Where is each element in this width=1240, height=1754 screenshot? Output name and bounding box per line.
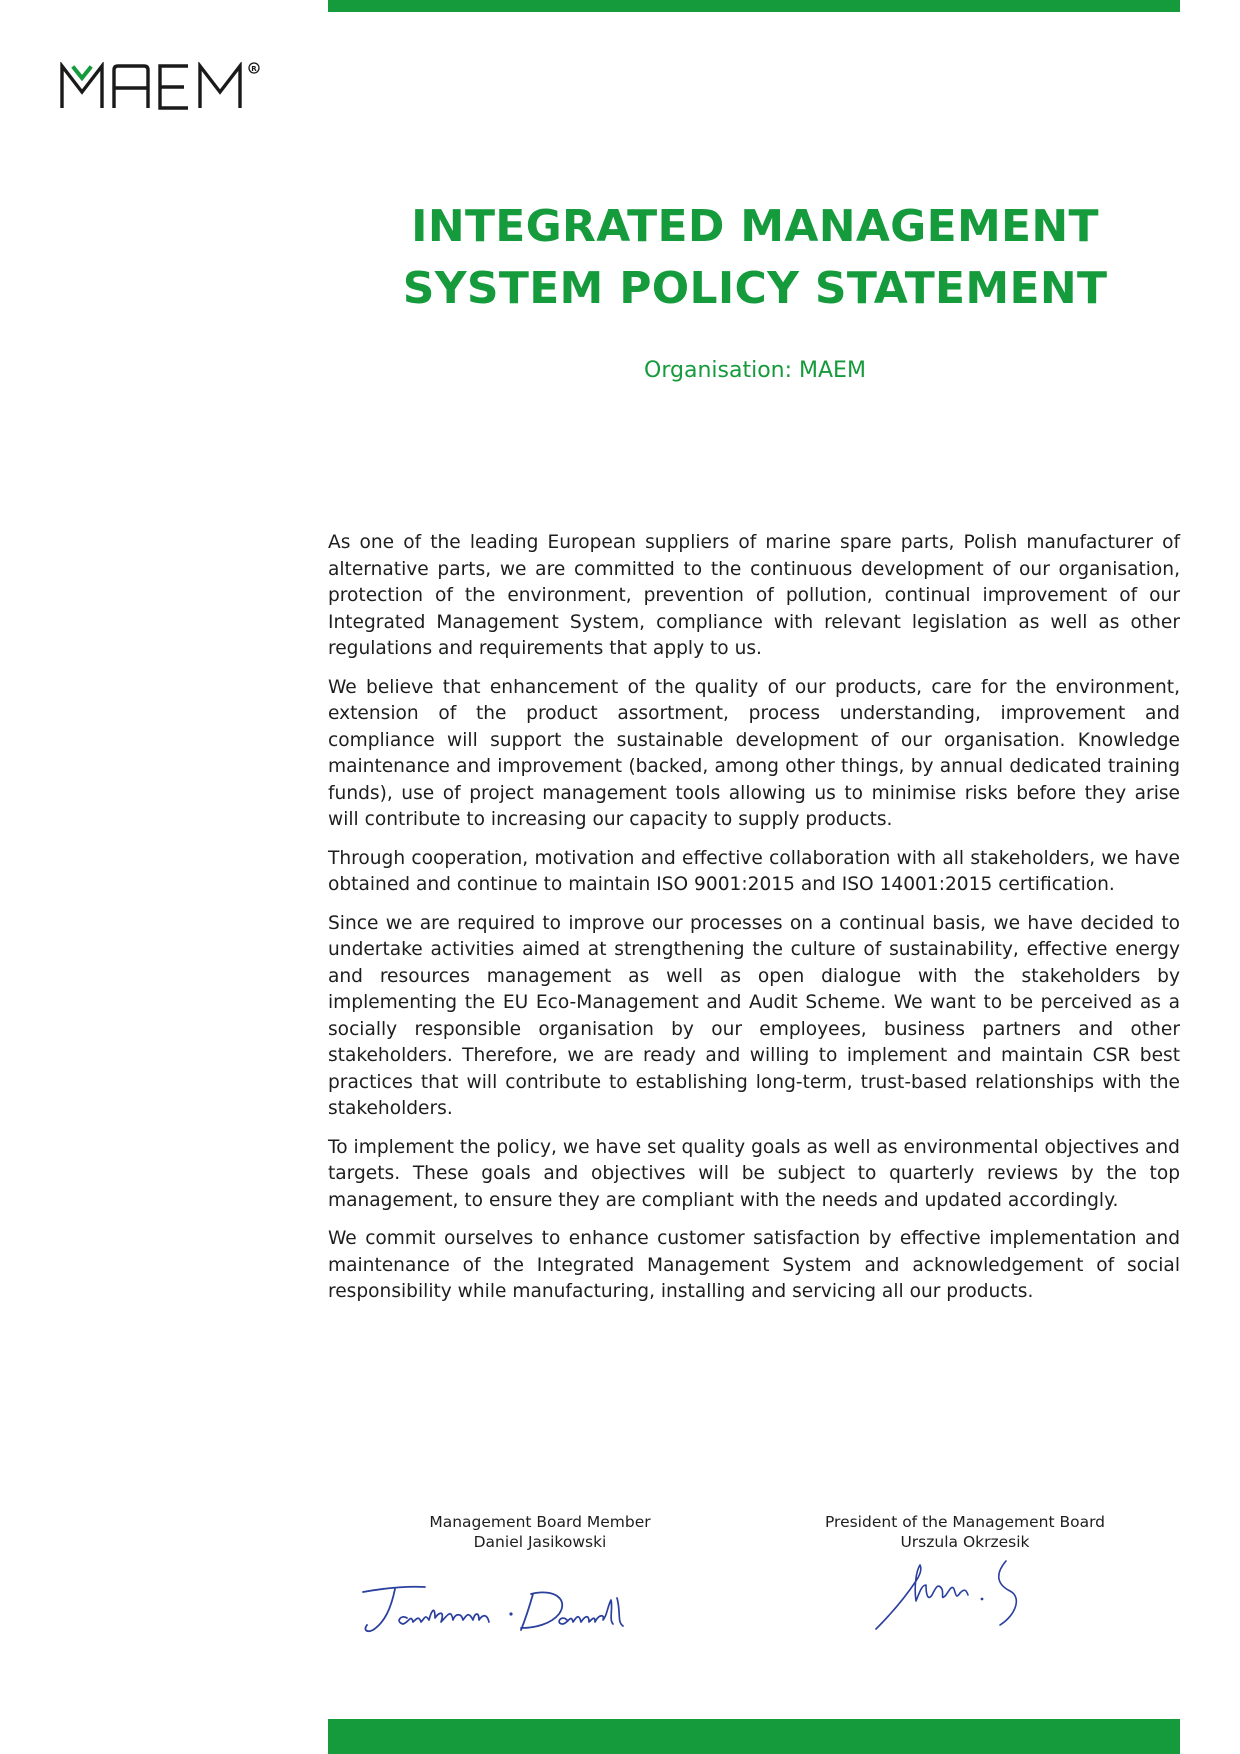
organisation-label: Organisation: MAEM [644,358,866,383]
policy-paragraph: We commit ourselves to enhance customer satisfaction by effective implementation and maintenance of the Integrated Management System and acknowledgement of social responsibility while manufacturing, installing and servicing all our products. [328,1228,1180,1302]
policy-paragraph: Through cooperation, motivation and effective collaboration with all stakeholders, we have obtained and continue to maintain ISO 9001:2015 and ISO 14001:2015 certification. [328,847,1180,895]
policy-body [328,530,1180,1318]
signer-management-board-member [380,1512,700,1552]
policy-paragraph: To implement the policy, we have set quality goals as well as environmental objectives and targets. These goals and objectives will be subject to quarterly reviews by the top management, to ensure they are compliant with the needs and updated accordingly. [328,1136,1180,1211]
signer-president [805,1512,1125,1552]
top-accent-bar [328,0,1180,12]
signer-role: Management Board Member [429,1513,651,1531]
maem-logo [60,62,270,110]
policy-paragraph: We believe that enhancement of the quality of our products, care for the environment, extension of the product assortment, process understanding, improvement and compliance will support the sustainable development of our organisation. Knowledge maintenance and improvement (backed, among other things, by annual dedicated training funds), use of project management tools allowing us to minimise risks before they arise will contribute to increasing our capacity to supply products. [328,676,1180,830]
page-title [330,196,1180,320]
title-line-1: INTEGRATED MANAGEMENT [411,201,1099,252]
signature-okrzesik [870,1555,1070,1635]
signature-jasikowski [355,1578,685,1638]
title-line-2: SYSTEM POLICY STATEMENT [402,263,1108,314]
signer-name: Daniel Jasikowski [473,1533,607,1551]
policy-paragraph: As one of the leading European suppliers of marine spare parts, Polish manufacturer of alternative parts, we are committed to the continuous development of our organisation, protection of the environment, prevention of pollution, continual improvement of our Integrated Management System, compliance with relevant legislation as well as other regulations and requirements that apply to us. [328,532,1180,659]
policy-paragraph: Since we are required to improve our processes on a continual basis, we have decided to undertake activities aimed at strengthening the culture of sustainability, effective energy and resources management as well as open dialogue with the stakeholders by implementing the EU Eco-Management and Audit Scheme. We want to be perceived as a socially responsible organisation by our employees, business partners and other stakeholders. Therefore, we are ready and willing to implement and maintain CSR best practices that will contribute to establishing long-term, trust-based relationships with the stakeholders. [328,912,1180,1119]
signer-name: Urszula Okrzesik [900,1533,1030,1551]
bottom-accent-bar [328,1719,1180,1754]
signer-role: President of the Management Board [824,1513,1106,1531]
svg-text:R: R [251,65,257,73]
